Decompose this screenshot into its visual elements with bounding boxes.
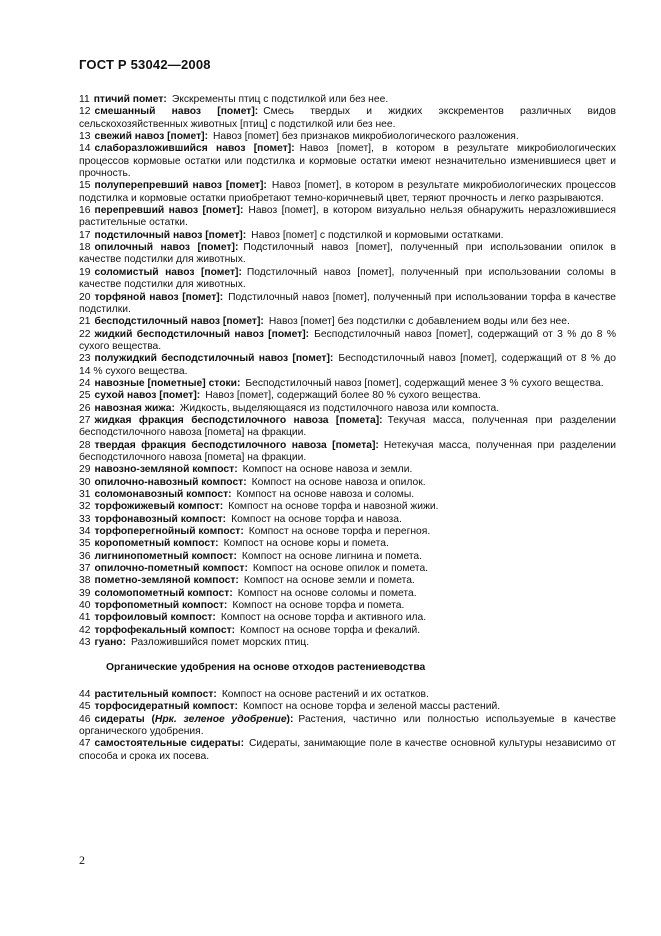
term-number: 13 bbox=[79, 131, 91, 143]
term-text: опилочный навоз [помет] bbox=[94, 242, 235, 254]
term-entry: 34 торфоперегнойный компост: Компост на основе торфа и перегноя. bbox=[79, 526, 431, 538]
term-text: навозные [пометные] стоки bbox=[94, 377, 237, 389]
term-definition: Компост на основе торфа и фекалий. bbox=[240, 624, 421, 636]
term-name bbox=[94, 464, 234, 475]
term-entry: 25 сухой навоз [помет]: Навоз [помет], содержащий более 80 % сухого вещества. bbox=[79, 390, 481, 402]
term-text: сухой навоз [помет] bbox=[94, 390, 197, 402]
terms-list-manure bbox=[79, 94, 616, 649]
terms-list-plant-waste bbox=[79, 689, 616, 763]
term-name bbox=[94, 180, 263, 191]
term-entry: 43 гуано: Разложившийся помет морских птиц. bbox=[79, 637, 310, 649]
term-name bbox=[94, 131, 204, 142]
term-name bbox=[94, 292, 219, 303]
term-number: 35 bbox=[79, 538, 91, 550]
term-text: торфопометный компост bbox=[94, 600, 224, 612]
term-definition: Навоз [помет] без признаков микробиологического разложения. bbox=[213, 131, 519, 143]
term-definition: Бесподстилочный навоз [помет], содержащий от 8 % до 14 % сухого вещества. bbox=[79, 353, 616, 377]
term-definition: Разложившийся помет морских птиц. bbox=[131, 637, 310, 649]
term-number: 25 bbox=[79, 390, 91, 402]
term-name bbox=[94, 612, 212, 623]
term-number: 30 bbox=[79, 476, 91, 488]
term-definition: Компост на основе коры и помета. bbox=[223, 538, 389, 550]
term-text: самостоятельные сидераты bbox=[94, 738, 241, 750]
terms-content bbox=[79, 94, 616, 763]
term-number: 14 bbox=[79, 143, 91, 155]
term-text: твердая фракция бесподстилочного навоза [помета] bbox=[94, 439, 376, 451]
term-name bbox=[94, 501, 219, 512]
term-text: соломопометный компост bbox=[94, 587, 230, 599]
term-name bbox=[94, 230, 242, 241]
term-number: 46 bbox=[79, 713, 91, 725]
term-entry: 46 сидераты (Нрк. зеленое удобрение): Растения, частично или полностью используемые в качестве органического удобрения. bbox=[79, 713, 616, 737]
term-text: лигнинопометный компост bbox=[94, 550, 234, 562]
term-definition: Компост на основе торфа и активного ила. bbox=[220, 612, 427, 624]
term-text: птичий помет bbox=[93, 94, 164, 105]
term-entry: 22 жидкий бесподстилочный навоз [помет]: Бесподстилочный навоз [помет], содержащий от 3 % до 8 % сухого вещества. bbox=[79, 328, 616, 352]
term-definition: Компост на основе навоза и опилок. bbox=[251, 476, 426, 488]
term-entry: 41 торфоиловый компост: Компост на основе торфа и активного ила. bbox=[79, 612, 427, 624]
term-definition: Бесподстилочный навоз [помет], содержащий от 3 % до 8 % сухого вещества. bbox=[79, 328, 616, 352]
term-text: полуперепревший навоз [помет] bbox=[94, 180, 264, 192]
term-definition: Сидераты, занимающие поле в качестве основной культуры независимо от способа и срока их посева. bbox=[79, 738, 616, 762]
term-entry: 31 соломонавозный компост: Компост на основе навоза и соломы. bbox=[79, 489, 415, 500]
term-entry: 38 пометно-земляной компост: Компост на основе земли и помета. bbox=[79, 575, 415, 587]
term-entry: 24 навозные [пометные] стоки: Бесподстилочный навоз [помет], содержащий менее 3 % сухого вещества. bbox=[79, 377, 604, 389]
term-definition: Компост на основе торфа и зеленой массы растений. bbox=[242, 701, 501, 713]
term-text: торфосидератный компост bbox=[94, 701, 235, 713]
term-number: 36 bbox=[79, 550, 91, 562]
term-number: 16 bbox=[79, 205, 91, 217]
term-name bbox=[94, 563, 244, 574]
term-entry: 15 полуперепревший навоз [помет]: Навоз [помет], в котором в результате микробиологических процессов подстилка и кормовые остатки приобретают темно-коричневый цвет, теряют прочность и легко разрываются. bbox=[79, 180, 617, 204]
term-entry: 44 растительный компост: Компост на основе растений и их остатков. bbox=[79, 688, 429, 700]
term-definition: Нетекучая масса, полученная при разделении бесподстилочного навоза [помета] на фракции. bbox=[79, 439, 616, 463]
term-entry: 16 перепревший навоз [помет]: Навоз [помет], в котором визуально нельзя обнаружить неразложившиеся растительные остатки. bbox=[79, 205, 616, 229]
term-name bbox=[94, 637, 122, 648]
term-entry: 29 навозно-земляной компост: Компост на основе навоза и земли. bbox=[79, 464, 413, 476]
term-definition: Компост на основе торфа и навозной жижи. bbox=[228, 501, 439, 513]
term-number: 45 bbox=[79, 701, 91, 713]
term-definition: Растения, частично или полностью используемые в качестве органического удобрения. bbox=[79, 713, 616, 737]
term-text: торфоперегнойный компост bbox=[94, 526, 241, 538]
term-definition: Подстилочный навоз [помет], полученный при использовании опилок в качестве подстилки для животных. bbox=[79, 242, 617, 266]
term-definition: Подстилочный навоз [помет], полученный при использовании соломы в качестве подстилки для животных. bbox=[79, 266, 616, 291]
page-number: 2 bbox=[79, 853, 85, 867]
term-definition: Компост на основе навоза и земли. bbox=[242, 464, 413, 476]
term-definition: Компост на основе лигнина и помета. bbox=[241, 550, 423, 562]
term-entry: 20 торфяной навоз [помет]: Подстилочный навоз [помет], полученный при использовании торфа в качестве подстилки. bbox=[79, 291, 616, 315]
term-entry: 23 полужидкий бесподстилочный навоз [помет]: Бесподстилочный навоз [помет], содержащий от 8 % до 14 % сухого вещества. bbox=[79, 353, 616, 377]
term-number: 19 bbox=[79, 266, 91, 278]
term-text: торфяной навоз [помет] bbox=[94, 291, 220, 303]
term-definition: Экскременты птиц с подстилкой или без нее. bbox=[171, 94, 389, 105]
term-text: торфофекальный компост bbox=[94, 624, 232, 636]
term-entry: 27 жидкая фракция бесподстилочного навоза [помета]: Текучая масса, полученная при разделении бесподстилочного навоза [помета] на фракции. bbox=[79, 414, 616, 439]
term-text: свежий навоз [помет] bbox=[94, 131, 205, 143]
term-entry: 18 опилочный навоз [помет]: Подстилочный навоз [помет], полученный при использовании опилок в качестве подстилки для животных. bbox=[79, 242, 617, 266]
term-definition: Навоз [помет], в котором в результате микробиологических процессов кормовые остатки или подстилка и кормовые остатки имеют незначительно изменившиеся цвет и прочность. bbox=[79, 143, 616, 180]
term-text: жидкая фракция бесподстилочного навоза [помета] bbox=[94, 414, 380, 426]
term-text: соломистый навоз [помет] bbox=[94, 266, 239, 278]
term-name bbox=[94, 551, 233, 562]
term-number: 28 bbox=[79, 439, 91, 451]
term-text: навозная жижа bbox=[94, 402, 172, 414]
term-name bbox=[94, 267, 238, 278]
term-number: 37 bbox=[79, 563, 91, 575]
term-entry: 28 твердая фракция бесподстилочного навоза [помета]: Нетекучая масса, полученная при разделении бесподстилочного навоза [помета] на фракции. bbox=[79, 439, 616, 463]
term-number: 34 bbox=[79, 526, 91, 538]
term-name bbox=[94, 526, 240, 537]
term-text: сидераты bbox=[94, 713, 145, 725]
term-text: слаборазложившийся навоз [помет] bbox=[94, 143, 292, 155]
term-name bbox=[94, 575, 235, 586]
term-definition: Навоз [помет] с подстилкой и кормовыми остатками. bbox=[251, 229, 504, 241]
term-entry: 19 соломистый навоз [помет]: Подстилочный навоз [помет], полученный при использовании соломы в качестве подстилки для животных. bbox=[79, 266, 616, 291]
term-definition: Компост на основе растений и их остатков. bbox=[221, 688, 429, 700]
term-text: перепревший навоз [помет] bbox=[94, 205, 240, 217]
term-entry: 12 смешанный навоз [помет]: Смесь твердых и жидких экскрементов различных видов сельскохозяйственных животных [птиц] с подстилкой или без нее. bbox=[79, 106, 616, 130]
term-number: 20 bbox=[79, 291, 91, 303]
term-definition: Компост на основе опилок и помета. bbox=[252, 563, 429, 575]
term-name bbox=[94, 514, 222, 525]
term-number: 29 bbox=[79, 464, 91, 476]
term-name: сидераты (Нрк. зеленое удобрение) bbox=[94, 713, 290, 725]
term-name bbox=[94, 94, 164, 105]
term-name bbox=[94, 415, 379, 426]
term-name bbox=[94, 701, 234, 712]
term-text: подстилочный навоз [помет] bbox=[94, 229, 243, 241]
term-number: 12 bbox=[79, 106, 91, 118]
term-text: смешанный навоз [помет] bbox=[94, 106, 255, 118]
term-entry: 36 лигнинопометный компост: Компост на основе лигнина и помета. bbox=[79, 550, 423, 562]
term-number: 18 bbox=[79, 242, 91, 254]
term-definition: Компост на основе соломы и помета. bbox=[237, 587, 417, 599]
section-title: Органические удобрения на основе отходов растениеводства bbox=[106, 662, 426, 674]
term-entry: 33 торфонавозный компост: Компост на основе торфа и навоза. bbox=[79, 513, 402, 525]
term-entry: 39 соломопометный компост: Компост на основе соломы и помета. bbox=[79, 587, 417, 599]
term-name bbox=[94, 538, 215, 549]
term-number: 31 bbox=[79, 489, 91, 500]
term-entry: 26 навозная жижа: Жидкость, выделяющаяся из подстилочного навоза или компоста. bbox=[79, 402, 500, 414]
term-entry: 17 подстилочный навоз [помет]: Навоз [помет] с подстилкой и кормовыми остатками. bbox=[79, 229, 504, 241]
term-number: 40 bbox=[79, 600, 91, 612]
term-number: 27 bbox=[79, 414, 91, 426]
term-name bbox=[94, 489, 228, 500]
term-number: 15 bbox=[79, 180, 91, 192]
term-entry: 11 птичий помет: Экскременты птиц с подстилкой или без нее. bbox=[79, 94, 389, 105]
term-entry: 14 слаборазложившийся навоз [помет]: Навоз [помет], в котором в результате микробиологических процессов кормовые остатки или подстилка и кормовые остатки имеют незначительно изменившиеся цвет и прочность. bbox=[79, 143, 616, 180]
term-number: 17 bbox=[79, 229, 91, 241]
term-note: Нрк. зеленое удобрение bbox=[154, 713, 287, 725]
document-header: ГОСТ Р 53042—2008 bbox=[79, 57, 211, 72]
term-name bbox=[94, 316, 260, 327]
term-name bbox=[94, 440, 375, 451]
term-number: 43 bbox=[79, 637, 91, 649]
term-number: 33 bbox=[79, 513, 91, 525]
term-entry: 47 самостоятельные сидераты: Сидераты, занимающие поле в качестве основной культуры независимо от способа и срока их посева. bbox=[79, 738, 616, 762]
term-name bbox=[94, 329, 305, 340]
term-text: навозно-земляной компост bbox=[94, 464, 235, 476]
term-definition: Бесподстилочный навоз [помет], содержащий менее 3 % сухого вещества. bbox=[245, 377, 604, 389]
term-text: коропометный компост bbox=[94, 538, 216, 550]
term-text: торфонавозный компост bbox=[94, 513, 223, 525]
term-number: 22 bbox=[79, 328, 91, 340]
term-name bbox=[94, 477, 243, 488]
term-name bbox=[94, 588, 229, 599]
term-number: 39 bbox=[79, 587, 91, 599]
term-text: пометно-земляной компост bbox=[94, 575, 236, 587]
term-name bbox=[94, 106, 254, 117]
term-name bbox=[94, 600, 223, 611]
term-definition: Компост на основе торфа и перегноя. bbox=[248, 526, 431, 538]
term-number: 47 bbox=[79, 738, 91, 750]
term-number: 44 bbox=[79, 688, 91, 700]
term-name bbox=[94, 625, 231, 636]
term-definition: Подстилочный навоз [помет], полученный при использовании торфа в качестве подстилки. bbox=[79, 291, 616, 315]
term-name bbox=[94, 378, 237, 389]
term-definition: Компост на основе торфа и помета. bbox=[232, 600, 405, 612]
term-text: бесподстилочный навоз [помет] bbox=[94, 316, 261, 328]
term-text: опилочно-навозный компост bbox=[94, 476, 244, 488]
term-entry: 30 опилочно-навозный компост: Компост на основе навоза и опилок. bbox=[79, 476, 426, 488]
term-number: 41 bbox=[79, 612, 91, 624]
term-definition: Навоз [помет], содержащий более 80 % сухого вещества. bbox=[205, 390, 481, 402]
term-text: полужидкий бесподстилочный навоз [помет] bbox=[94, 353, 330, 365]
term-text: гуано bbox=[94, 637, 123, 649]
term-entry: 32 торфожижевый компост: Компост на основе торфа и навозной жижи. bbox=[79, 501, 439, 513]
term-text: торфоиловый компост bbox=[94, 612, 213, 624]
term-name bbox=[94, 689, 213, 700]
term-text: опилочно-пометный компост bbox=[94, 563, 245, 575]
term-name bbox=[94, 738, 240, 749]
term-entry: 40 торфопометный компост: Компост на основе торфа и помета. bbox=[79, 600, 405, 612]
term-number: 32 bbox=[79, 501, 91, 513]
term-definition: Компост на основе торфа и навоза. bbox=[231, 513, 402, 525]
term-name bbox=[94, 205, 239, 216]
term-text: жидкий бесподстилочный навоз [помет] bbox=[94, 328, 306, 340]
term-entry: 37 опилочно-пометный компост: Компост на основе опилок и помета. bbox=[79, 563, 429, 575]
term-definition: Навоз [помет], в котором визуально нельзя обнаружить неразложившиеся растительные остатки. bbox=[79, 205, 616, 229]
term-entry: 42 торфофекальный компост: Компост на основе торфа и фекалий. bbox=[79, 624, 421, 636]
term-entry: 13 свежий навоз [помет]: Навоз [помет] без признаков микробиологического разложения. bbox=[79, 131, 519, 143]
term-entry: 45 торфосидератный компост: Компост на основе торфа и зеленой массы растений. bbox=[79, 701, 501, 713]
term-definition: Текучая масса, полученная при разделении бесподстилочного навоза [помета] на фракции. bbox=[79, 414, 616, 439]
term-entry: 35 коропометный компост: Компост на основе коры и помета. bbox=[79, 538, 389, 550]
term-text: соломонавозный компост bbox=[94, 489, 229, 500]
term-number: 42 bbox=[79, 624, 91, 636]
term-number: 38 bbox=[79, 575, 91, 587]
term-entry: 21 бесподстилочный навоз [помет]: Навоз [помет] без подстилки с добавлением воды или без нее. bbox=[79, 316, 570, 328]
term-definition: Компост на основе навоза и соломы. bbox=[236, 489, 415, 500]
term-definition: Смесь твердых и жидких экскрементов различных видов сельскохозяйственных животных [птиц] с подстилкой или без нее. bbox=[79, 106, 616, 130]
term-definition: Жидкость, выделяющаяся из подстилочного навоза или компоста. bbox=[179, 402, 500, 414]
term-number: 21 bbox=[79, 316, 91, 328]
term-number: 24 bbox=[79, 377, 91, 389]
term-name bbox=[94, 403, 171, 414]
term-definition: Компост на основе земли и помета. bbox=[243, 575, 415, 587]
term-name bbox=[94, 143, 291, 154]
term-name bbox=[94, 390, 196, 401]
term-name bbox=[94, 353, 329, 364]
term-name bbox=[94, 242, 234, 253]
term-text: растительный компост bbox=[94, 688, 214, 700]
term-number: 23 bbox=[79, 353, 91, 365]
term-text: торфожижевый компост bbox=[94, 501, 220, 513]
term-definition: Навоз [помет], в котором в результате микробиологических процессов подстилка и кормовые остатки приобретают темно-коричневый цвет, теряют прочность и легко разрываются. bbox=[79, 180, 617, 204]
term-definition: Навоз [помет] без подстилки с добавлением воды или без нее. bbox=[268, 316, 570, 328]
term-number: 26 bbox=[79, 402, 91, 414]
term-number: 11 bbox=[79, 94, 90, 105]
